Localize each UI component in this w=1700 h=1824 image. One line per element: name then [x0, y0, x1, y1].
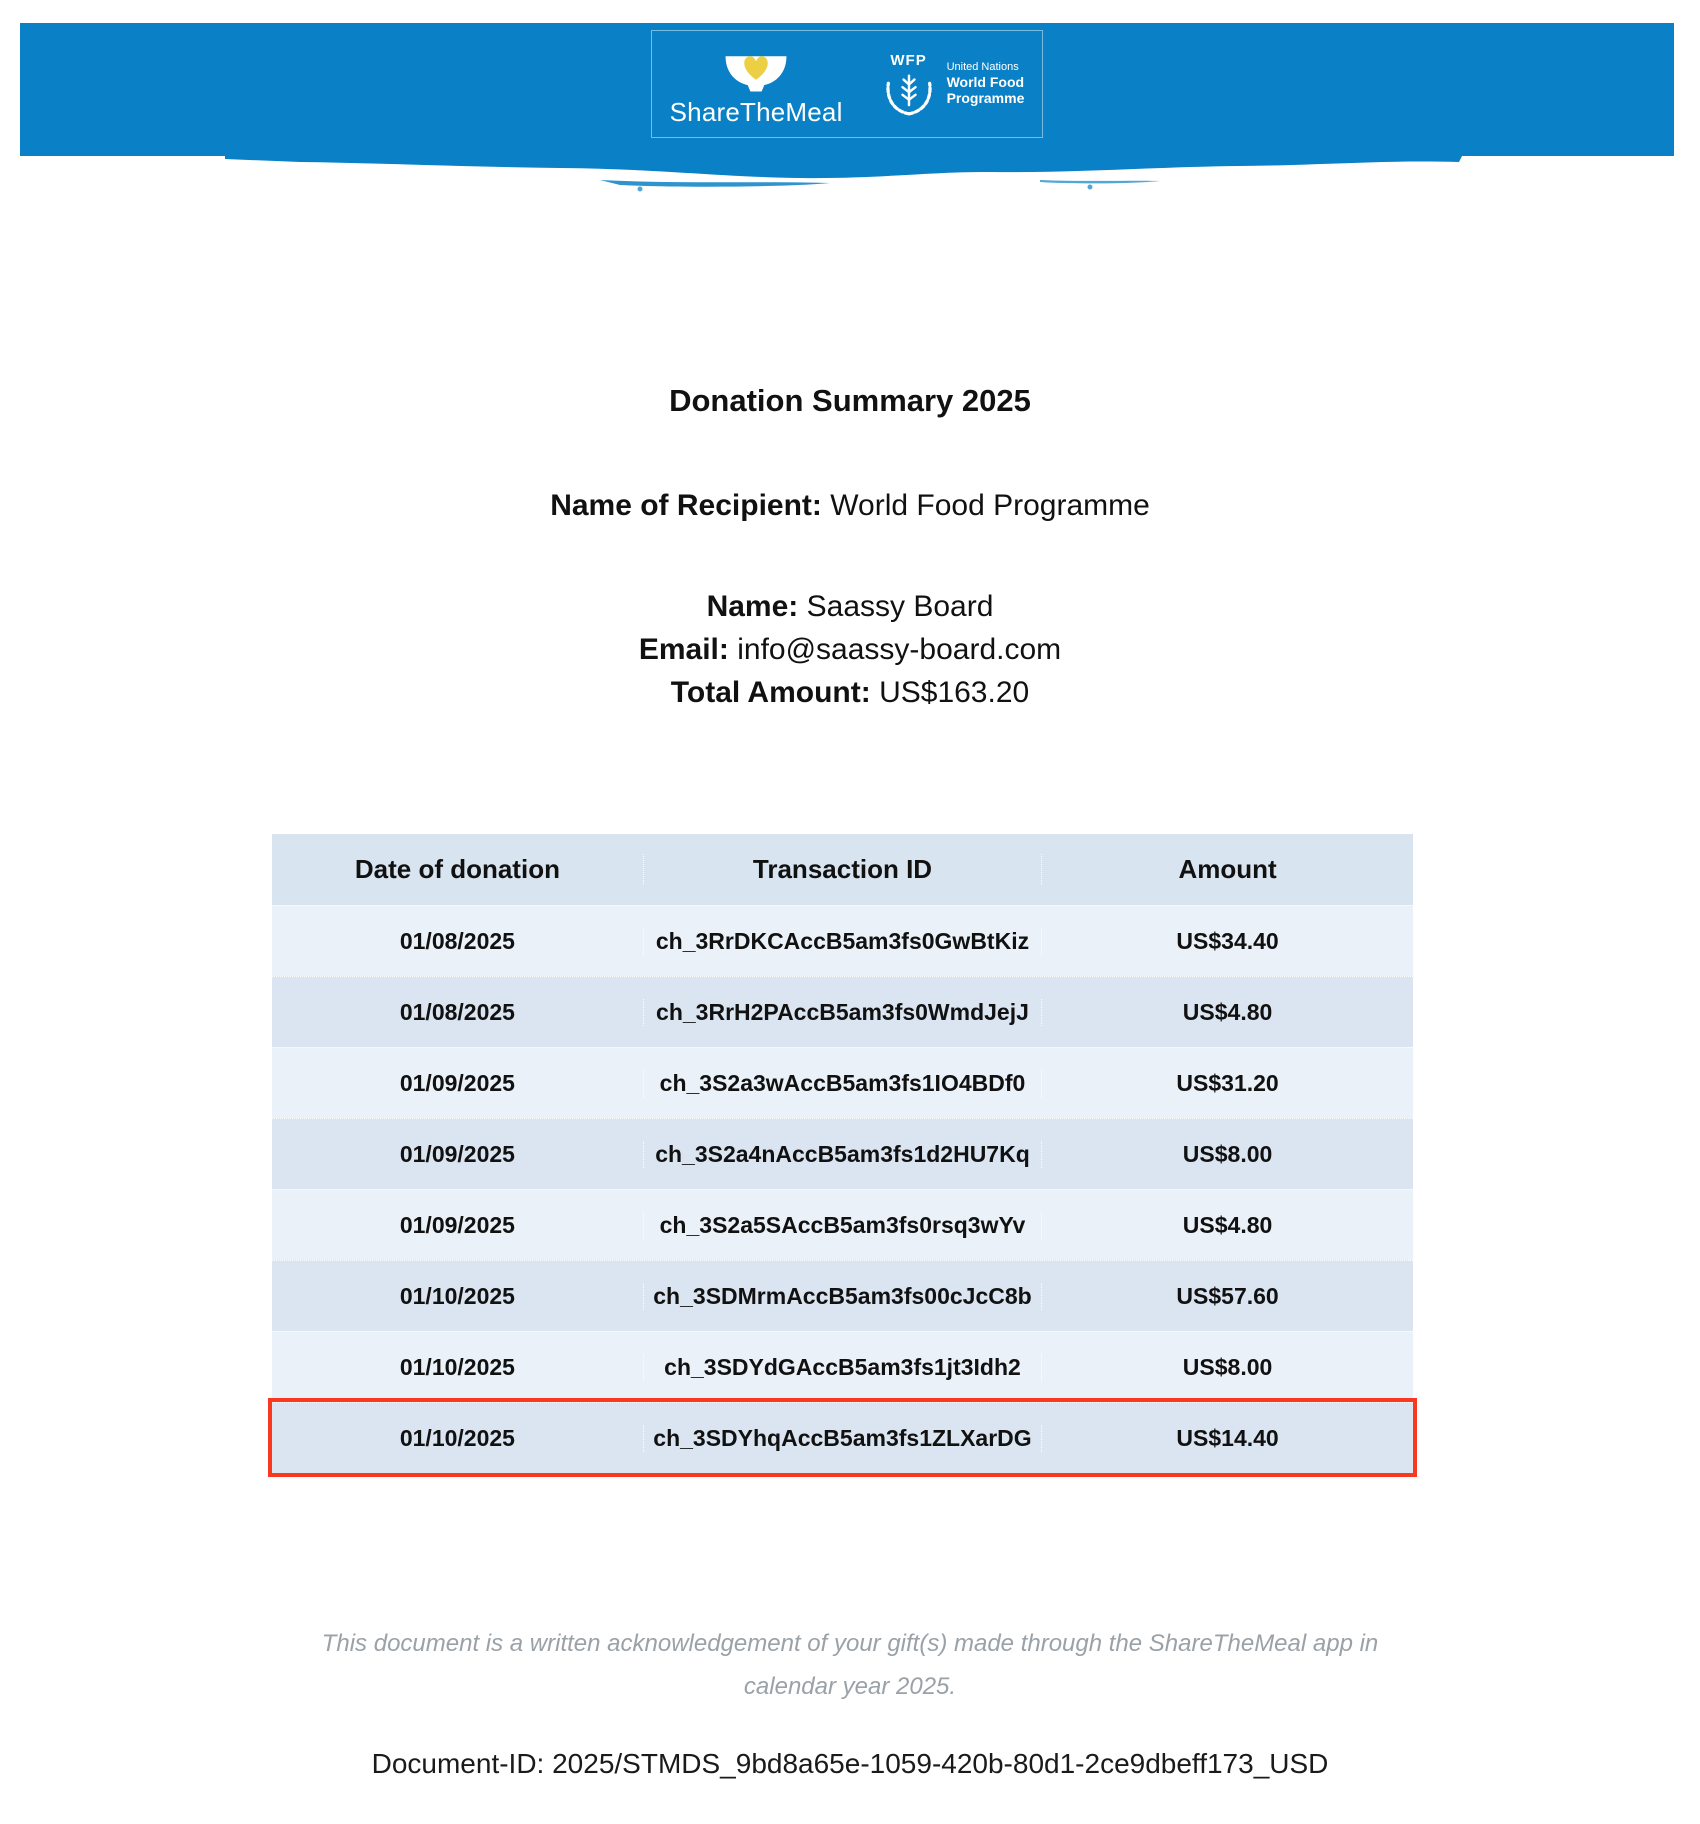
document-id-line	[0, 1748, 1700, 1780]
transaction-id-cell: ch_3RrDKCAccB5am3fs0GwBtKiz	[643, 928, 1042, 955]
recipient-label: Name of Recipient:	[550, 489, 822, 522]
amount-cell: US$8.00	[1182, 1140, 1273, 1167]
email-label: Email:	[638, 633, 729, 666]
donor-total-line	[0, 671, 1700, 714]
wfp-wreath-icon	[881, 66, 937, 116]
transaction-id-cell: ch_3S2a5SAccB5am3fs0rsq3wYv	[643, 1212, 1042, 1239]
amount-cell: US$34.40	[1176, 927, 1279, 954]
donations-table	[272, 834, 1413, 1473]
amount-cell: US$4.80	[1182, 998, 1273, 1025]
name-value: Saassy Board	[806, 590, 994, 623]
table-header-row	[272, 834, 1413, 905]
date-cell: 01/10/2025	[399, 1282, 515, 1309]
total-amount-label: Total Amount:	[670, 676, 871, 709]
donor-details	[0, 585, 1700, 714]
wfp-org-line-2: World Food	[946, 73, 1025, 90]
wfp-org-name	[947, 61, 1025, 107]
amount-cell: US$4.80	[1182, 1211, 1273, 1238]
column-header-transaction-id: Transaction ID	[643, 854, 1042, 885]
column-header-date: Date of donation	[354, 854, 560, 884]
transaction-id-cell: ch_3RrH2PAccB5am3fs0WmdJejJ	[643, 999, 1042, 1026]
transaction-id-cell: ch_3S2a4nAccB5am3fs1d2HU7Kq	[643, 1141, 1042, 1168]
transaction-id-cell: ch_3SDYhqAccB5am3fs1ZLXarDG	[643, 1425, 1042, 1452]
table-row	[272, 1189, 1413, 1260]
table-row	[272, 905, 1413, 976]
bowl-heart-icon	[720, 41, 792, 95]
transaction-id-cell: ch_3S2a3wAccB5am3fs1IO4BDf0	[643, 1070, 1042, 1097]
page-title: Donation Summary 2025	[669, 383, 1031, 418]
date-cell: 01/08/2025	[399, 927, 515, 954]
donor-name-line	[0, 585, 1700, 628]
acknowledgement-text: This document is a written acknowledgement of your gift(s) made through the ShareTheMeal app in calendar year 2025.	[321, 1630, 1379, 1700]
date-cell: 01/09/2025	[399, 1211, 515, 1238]
table-row	[272, 1402, 1413, 1473]
table-row	[272, 1047, 1413, 1118]
amount-cell: US$57.60	[1176, 1282, 1279, 1309]
wfp-emblem-group	[881, 52, 937, 116]
table-row	[272, 1260, 1413, 1331]
wfp-org-line-1: United Nations	[946, 61, 1019, 73]
table-body	[272, 905, 1413, 1473]
header-banner	[20, 23, 1674, 156]
amount-cell: US$14.40	[1176, 1424, 1279, 1451]
sharethemeal-wordmark: ShareTheMeal	[669, 96, 843, 127]
amount-cell: US$31.20	[1176, 1069, 1279, 1096]
transaction-id-cell: ch_3SDYdGAccB5am3fs1jt3Idh2	[643, 1354, 1042, 1381]
torn-edge-decoration	[0, 156, 1700, 196]
table-row	[272, 1331, 1413, 1402]
date-cell: 01/10/2025	[399, 1353, 515, 1380]
date-cell: 01/09/2025	[399, 1069, 515, 1096]
table-row	[272, 976, 1413, 1047]
email-value: info@saassy-board.com	[737, 633, 1062, 666]
wfp-org-line-3: Programme	[946, 90, 1025, 107]
name-label: Name:	[706, 590, 799, 623]
date-cell: 01/10/2025	[399, 1424, 515, 1451]
date-cell: 01/08/2025	[399, 998, 515, 1025]
amount-cell: US$8.00	[1182, 1353, 1273, 1380]
transaction-id-cell: ch_3SDMrmAccB5am3fs00cJcC8b	[643, 1283, 1042, 1310]
donor-email-line	[0, 628, 1700, 671]
logo-box	[651, 30, 1043, 138]
date-cell: 01/09/2025	[399, 1140, 515, 1167]
recipient-line	[0, 489, 1700, 523]
document-id-label: Document-ID:	[371, 1748, 545, 1779]
wfp-logo	[881, 52, 1025, 116]
wfp-acronym-label: WFP	[890, 52, 927, 69]
table-row	[272, 1118, 1413, 1189]
document-id-value: 2025/STMDS_9bd8a65e-1059-420b-80d1-2ce9dbeff173_USD	[552, 1748, 1329, 1779]
total-amount-value: US$163.20	[879, 676, 1030, 709]
column-header-amount: Amount	[1178, 854, 1277, 884]
recipient-value: World Food Programme	[830, 489, 1150, 522]
sharethemeal-logo	[670, 41, 843, 128]
